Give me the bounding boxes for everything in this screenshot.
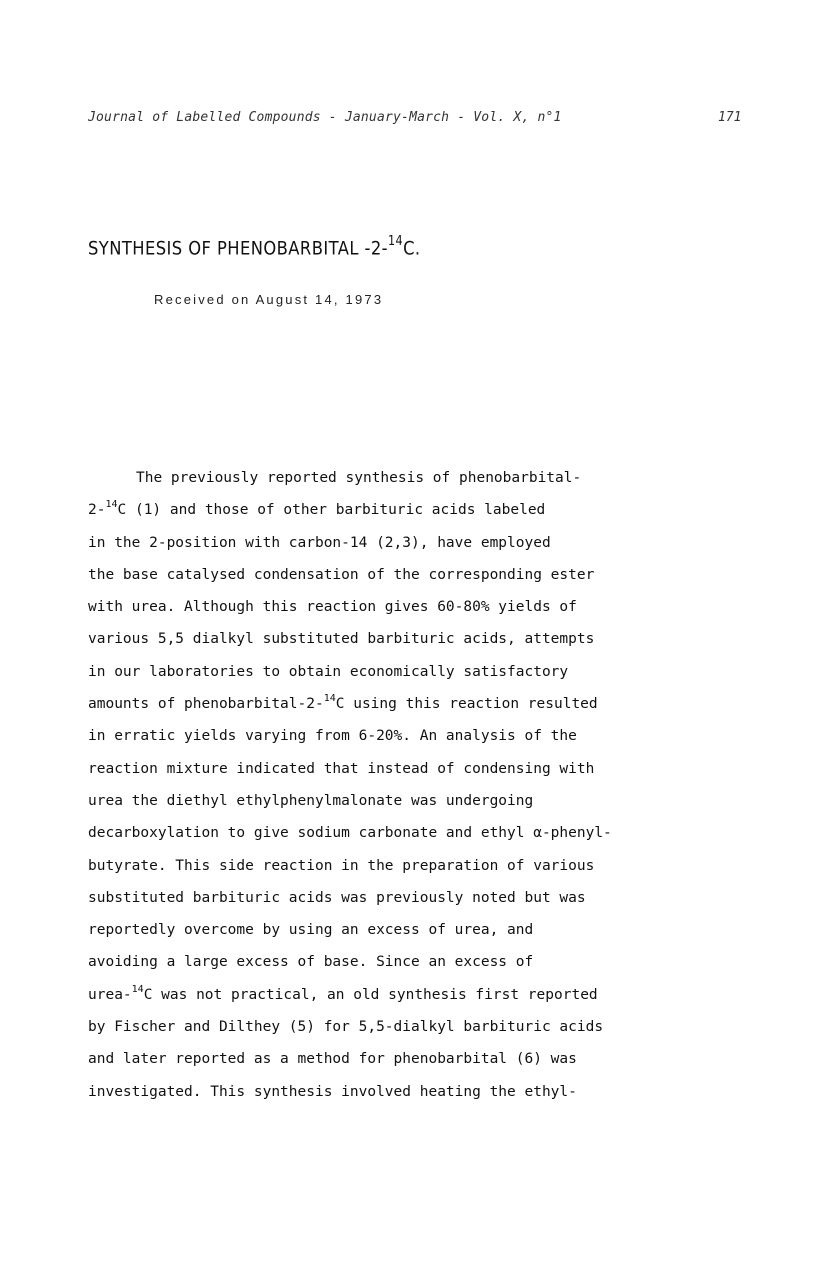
body-paragraph: [88, 462, 688, 1108]
body-line: substituted barbituric acids was previously noted but was: [88, 889, 586, 906]
body-line: butyrate. This side reaction in the preparation of various: [88, 857, 595, 874]
body-line: reaction mixture indicated that instead of condensing with: [88, 760, 595, 777]
body-line: decarboxylation to give sodium carbonate and ethyl α-phenyl-: [88, 825, 612, 842]
body-line: in erratic yields varying from 6-20%. An analysis of the: [88, 728, 577, 745]
title-main: SYNTHESIS OF PHENOBARBITAL -2-: [88, 237, 388, 260]
title-suffix: C.: [403, 237, 421, 260]
page-number: 171: [718, 110, 742, 125]
body-line: in the 2-position with carbon-14 (2,3), have employed: [88, 534, 551, 551]
body-line: and later reported as a method for phenobarbital (6) was: [88, 1051, 577, 1068]
body-line: by Fischer and Dilthey (5) for 5,5-dialkyl barbituric acids: [88, 1019, 604, 1036]
body-line: the base catalysed condensation of the corresponding ester: [88, 566, 595, 583]
article-title: [88, 236, 421, 259]
body-line: investigated. This synthesis involved heating the ethyl-: [88, 1083, 577, 1100]
body-line: urea the diethyl ethylphenylmalonate was undergoing: [88, 792, 534, 809]
body-line: with urea. Although this reaction gives 60-80% yields of: [88, 599, 577, 616]
body-line: amounts of phenobarbital-2-$^{14}$C using this reaction resulted: [88, 693, 598, 713]
body-line: The previously reported synthesis of phenobarbital-: [136, 470, 582, 486]
body-line: various 5,5 dialkyl substituted barbituric acids, attempts: [88, 631, 595, 648]
title-superscript: 14: [387, 234, 404, 249]
received-date: Received on August 14, 1973: [154, 292, 384, 307]
body-line: in our laboratories to obtain economically satisfactory: [88, 663, 569, 680]
body-line: urea-$^{14}$C was not practical, an old synthesis first reported: [88, 983, 598, 1003]
body-line: avoiding a large excess of base. Since an excess of: [88, 954, 534, 971]
body-line: reportedly overcome by using an excess of urea, and: [88, 922, 534, 939]
body-line: 2-$^{14}$C (1) and those of other barbituric acids labeled: [88, 499, 546, 519]
running-head: Journal of Labelled Compounds - January-March - Vol. X, n°1: [88, 110, 562, 125]
